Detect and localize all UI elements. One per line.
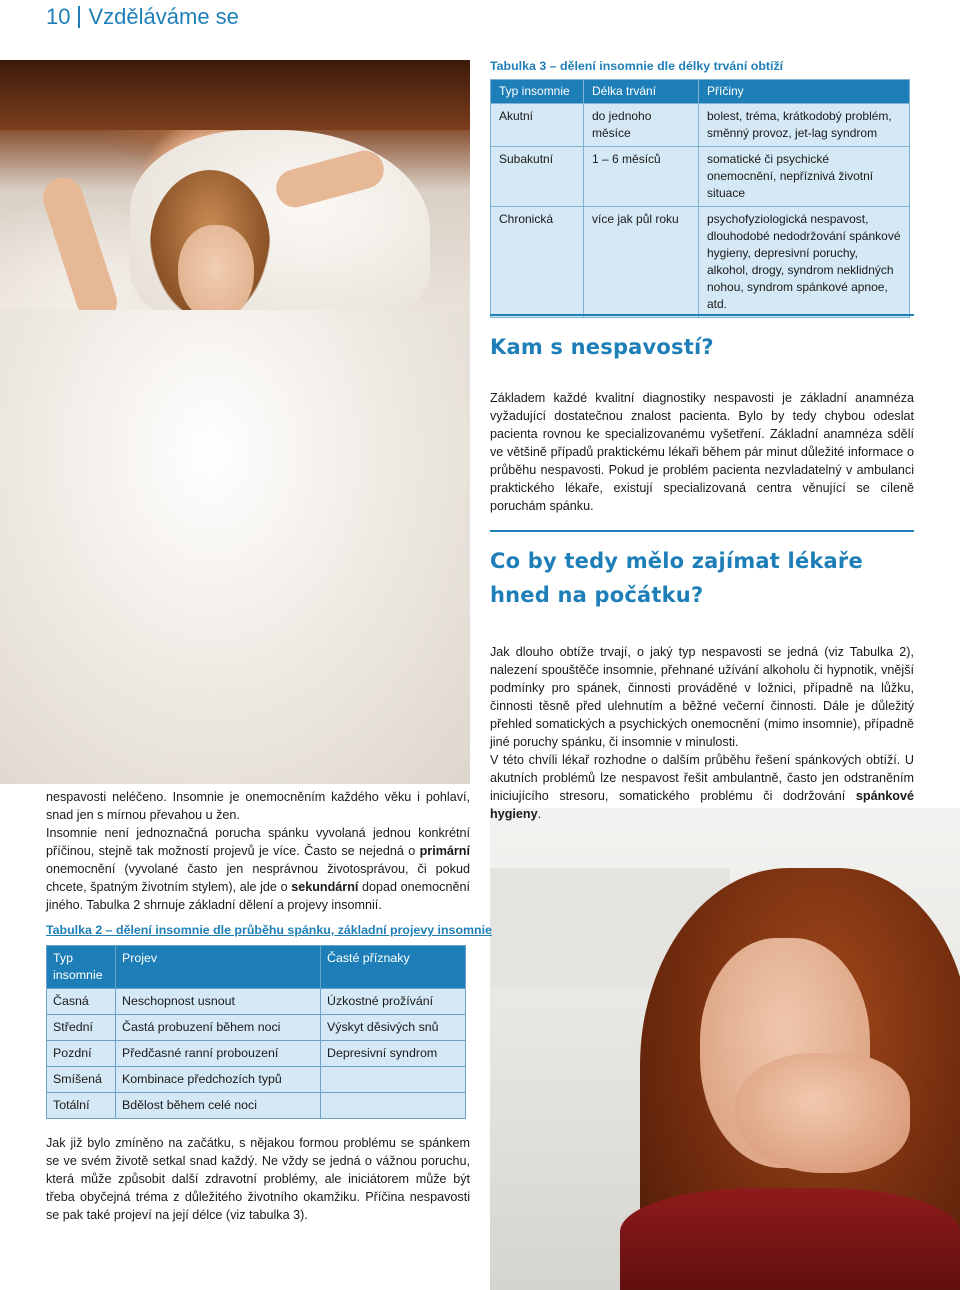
- section2-paragraph-2-start: V této chvíli lékař rozhodne o dalším průběhu řešení spánkových obtíží. U akutních problémů lze nespavost řešit ambulantně, často jen odstraněním iniciujícího stresoru, somatického problému či dodržování: [490, 753, 914, 803]
- table-cell: Výskyt děsivých snů: [321, 1015, 466, 1041]
- table-row: [47, 1093, 466, 1119]
- table2-header-cell: Časté příznaky: [321, 946, 466, 989]
- table-row: [491, 104, 910, 147]
- table2-header-cell: Typ insomnie: [47, 946, 116, 989]
- table-row: [47, 1041, 466, 1067]
- bottom-left-text: Jak již bylo zmíněno na začátku, s nějakou formou problému se spánkem se ve svém životě setkal snad každý. Ne vždy se jedná o vážnou poruchu, která může způsobit další zdravotní problémy, ale iniciátorem může být třeba obyčejná tréma z důležitého životního okamžiku. Příčina nespavosti se pak také projeví na její délce (viz tabulka 3).: [46, 1136, 470, 1222]
- yawning-woman-photo: [490, 808, 960, 1290]
- table3-caption: Tabulka 3 – dělení insomnie dle délky trvání obtíží: [490, 59, 784, 73]
- section-heading-kam-s-nespavosti: Kam s nespavostí?: [490, 335, 714, 359]
- table-row: [47, 1015, 466, 1041]
- table3-header-cell: Typ insomnie: [491, 80, 584, 104]
- table-row: [491, 207, 910, 318]
- section-divider: [490, 314, 914, 316]
- table2: [46, 945, 466, 1119]
- table-cell: [321, 1067, 466, 1093]
- table-cell: Akutní: [491, 104, 584, 147]
- section1-body: Základem každé kvalitní diagnostiky nespavosti je základní anamnéza vyžadující dostatečnou znalost pacienta. Bylo by tedy chybou odeslat pacienta rovnou ke specializovanému vyšetření. Základní anamnéza sdělí ve většině případů praktickému lékaři během pár minut důležité informace o průběhu nespavosti. Pokud je problém pacienta nezvladatelný v ambulanci praktického lékaře, existují specializovaná centra věnující se cíleně poruchám spánku.: [490, 391, 914, 513]
- table-cell: Kombinace předchozích typů: [116, 1067, 321, 1093]
- table3-header-cell: Délka trvání: [584, 80, 699, 104]
- table-cell: Depresivní syndrom: [321, 1041, 466, 1067]
- table3: [490, 79, 910, 318]
- table-cell: Předčasné ranní probouzení: [116, 1041, 321, 1067]
- table-cell: Úzkostné prožívání: [321, 989, 466, 1015]
- table-cell: Smíšená: [47, 1067, 116, 1093]
- left-paragraph-2a: Insomnie není jednoznačná porucha spánku vyvolaná jednou konkrétní příčinou, stejně tak možností projevů je více. Často se nejedná o: [46, 826, 470, 858]
- table-cell: Neschopnost usnout: [116, 989, 321, 1015]
- table-row: [491, 147, 910, 207]
- section2-body: [490, 643, 914, 823]
- header-divider: [78, 6, 80, 28]
- table-cell: Bdělost během celé noci: [116, 1093, 321, 1119]
- table-cell: více jak půl roku: [584, 207, 699, 318]
- page-number: 10: [46, 4, 71, 29]
- section2-paragraph-2-end: .: [537, 807, 542, 821]
- bold-term: spánkové hygieny: [490, 789, 914, 821]
- table3-header-cell: Příčiny: [699, 80, 910, 104]
- section-divider: [490, 530, 914, 532]
- photo-headboard: [0, 60, 470, 130]
- table2-header-cell: Projev: [116, 946, 321, 989]
- table2-header-row: [47, 946, 466, 989]
- left-paragraph-2c: onemocnění (vyvolané často jen nesprávnou životosprávou, či pokud chcete, špatným životním stylem), ale jde o: [46, 862, 470, 894]
- table-cell: Pozdní: [47, 1041, 116, 1067]
- table-cell: somatické či psychické onemocnění, nepříznivá životní situace: [699, 147, 910, 207]
- page-header: [46, 2, 239, 32]
- table-row: [47, 1067, 466, 1093]
- table-cell: Chronická: [491, 207, 584, 318]
- section2-paragraph-1: Jak dlouho obtíže trvají, o jaký typ nespavosti se jedná (viz Tabulka 2), nalezení spouštěče insomnie, přehnané užívání alkoholu či hypnotik, vnější podmínky pro spánek, činnosti prováděné v ložnici, případně na lůžku, činnosti těsně před ulehnutím a běžné večerní činnosti. Dále je důležitý přehled somatických a psychických onemocnění (mimo insomnie), případně jiné poruchy spánku, či insomnie v minulosti.: [490, 645, 914, 749]
- table-cell: [321, 1093, 466, 1119]
- table-cell: do jednoho měsíce: [584, 104, 699, 147]
- section-title: Vzděláváme se: [88, 4, 239, 29]
- photo-sheet: [0, 310, 470, 784]
- bold-term-primarni: primární: [419, 844, 470, 858]
- bold-term-sekundarni: sekundární: [291, 880, 359, 894]
- table-cell: Časná: [47, 989, 116, 1015]
- section-heading-co-by-melo-zajimat: Co by tedy mělo zajímat lékaře hned na počátku?: [490, 549, 863, 607]
- table-cell: Častá probuzení během noci: [116, 1015, 321, 1041]
- table-cell: Střední: [47, 1015, 116, 1041]
- table-row: [47, 989, 466, 1015]
- left-paragraph-1: nespavosti neléčeno. Insomnie je onemocněním každého věku i pohlaví, snad jen s mírnou převahou u žen.: [46, 790, 470, 822]
- left-column-text: [46, 788, 470, 914]
- table2-caption: Tabulka 2 – dělení insomnie dle průběhu spánku, základní projevy insomnie: [46, 923, 492, 937]
- table-cell: psychofyziologická nespavost, dlouhodobé nedodržování spánkové hygieny, depresivní poruchy, alkohol, drogy, syndrom neklidných nohou, syndrom spánkové apnoe, atd.: [699, 207, 910, 318]
- table-cell: bolest, tréma, krátkodobý problém, směnný provoz, jet-lag syndrom: [699, 104, 910, 147]
- table3-header-row: [491, 80, 910, 104]
- left-paragraph-2d: dopad onemocnění jiného. Tabulka 2 shrnuje základní dělení a projevy insomnií.: [46, 880, 470, 912]
- photo-face: [178, 225, 254, 321]
- photo-shirt: [620, 1188, 960, 1290]
- table-cell: Subakutní: [491, 147, 584, 207]
- photo-arm-left: [38, 172, 122, 327]
- table-cell: Totální: [47, 1093, 116, 1119]
- sleeping-woman-photo: [0, 60, 470, 784]
- table-cell: 1 – 6 měsíců: [584, 147, 699, 207]
- photo-hand: [735, 1053, 910, 1173]
